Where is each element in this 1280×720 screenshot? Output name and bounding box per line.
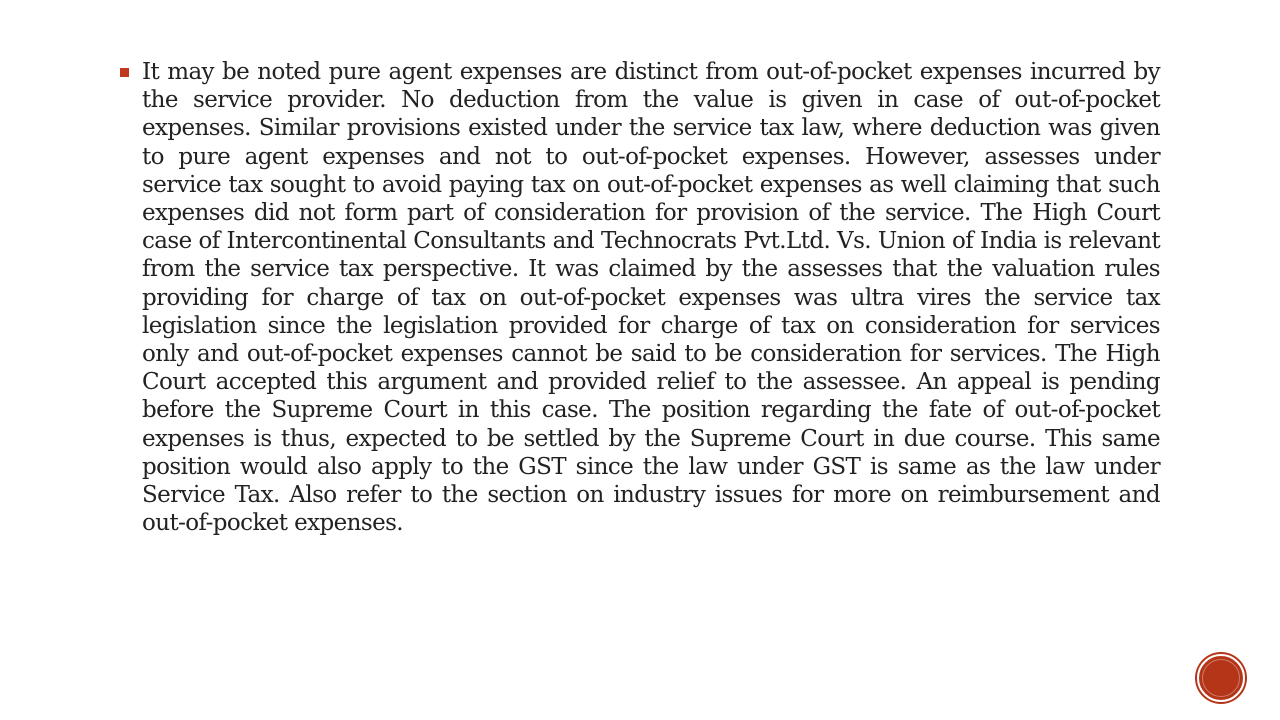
bullet-text: It may be noted pure agent expenses are distinct from out-of-pocket expenses incurred by the service provider. No deduction from the value is given in case of out-of-pocket expenses. Similar provisions existed under the service tax law, where deduction was given to pure agent expenses and not to out-of-pocket expenses. However, assesses under service tax sought to avoid paying tax on out-of-pocket expenses as well claiming that such expenses did not form part of consideration for provision of the service. The High Court case of Intercontinental Consultants and Technocrats Pvt.Ltd. Vs. Union of India is relevant from the service tax perspective. It was claimed by the assesses that the valuation rules providing for charge of tax on out-of-pocket expenses was ultra vires the service tax legislation since the legislation provided for charge of tax on consideration for services only and out-of-pocket expenses cannot be said to be consideration for services. The High Court accepted this argument and provided relief to the assessee. An appeal is pending before the Supreme Court in this case. The position regarding the fate of out-of-pocket expenses is thus, expected to be settled by the Supreme Court in due course. This same position would also apply to the GST since the law under GST is same as the law under Service Tax. Also refer to the section on industry issues for more on reimbursement and out-of-pocket expenses. <box>142 59 1160 537</box>
square-bullet-icon <box>120 68 129 77</box>
circle-decoration-icon <box>1197 654 1245 702</box>
bullet-item <box>120 58 1160 537</box>
